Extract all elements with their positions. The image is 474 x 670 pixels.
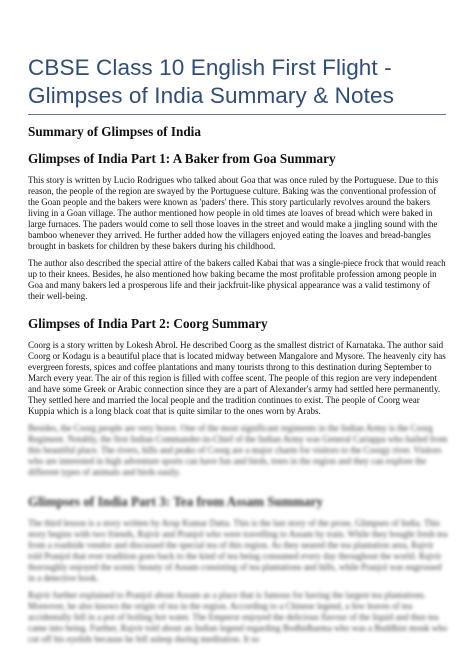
document-title: CBSE Class 10 English First Flight - Glimpses of India Summary & Notes <box>28 55 394 108</box>
part2-paragraph-2: Besides, the Coorg people are very brave. One of the most significant regiments in the Indian Army is the Coorg Regiment. Notably, the first Indian Commander-in-Chief of the Indian Army was General Cariappa who hailed from this beautiful place. The rivers, hills and peaks of Coorg are a major charm for visitors to the Coorgy river. Visitors who are interested in high adventure sports can have fun and birds, trees in the region and they can explore the different types of animals and birds easily. <box>28 423 448 477</box>
summary-heading: Summary of Glimpses of India <box>28 124 201 139</box>
blurred-preview-region <box>28 423 448 645</box>
part1-paragraph-2: The author also described the special attire of the bakers called Kabai that was a single-piece frock that would reach up to their knees. Besides, he also mentioned how baking became the most profitable profession among people in Goa and many bakers led a prosperous life and their jackfruit-like physical appearance was a valid testimony of their well-being. <box>28 258 446 301</box>
part1-paragraph-1: This story is written by Lucio Rodrigues who talked about Goa that was once ruled by the Portuguese. Due to this reason, the people of the region are swayed by the Portuguese culture. Baking was the conventional profession of the Goan people and the bakers were known as 'paders' there. This story particularly revolves around the bakers living in a Goan village. The author mentioned how people in old times ate loaves of bread which were baked in large furnaces. The paders would come to sell those loaves in the street and would make a jingling sound with the bamboo whenever they arrived. He further added how the villagers enjoyed eating the loaves and bread-bangles brought in baskets for children by these bakers during his childhood. <box>28 175 439 251</box>
part3-heading: Glimpses of India Part 3: Tea from Assam Summary <box>28 494 324 509</box>
title-underline <box>28 114 446 115</box>
part3-paragraph-1: The third lesson is a story written by Arup Kumar Datta. This is the last story of the prose, Glimpses of India. This story begins with two friends, Rajvir and Pranjol who were travelling to Assam by train. While they bought fresh tea from a roadside vendor and discussed the special tea of this region. As they neared the tea plantation area, Rajvir told Pranjol that ever tradition goes back to the kind of tea being consumed every day throughout the world. Rajvir thoroughly enjoyed the scenic beauty of Assam consisting of tea plantations and hills, while Pranjol was engrossed in a detective book. <box>28 518 448 583</box>
part2-heading: Glimpses of India Part 2: Coorg Summary <box>28 316 268 331</box>
part3-paragraph-2: Rajvir further explained to Pranjol about Assam as a place that is famous for having the largest tea plantations. Moreover, he also knows the origin of tea in the region. According to a Chinese legend, a few leaves of tea accidentally fell in a pot of boiling hot water. The Emperor enjoyed the delicious flavour of the liquid and thus tea came into being. Further, Rajvir told about an Indian legend regarding Bodhidharma who was a Buddhist monk who cut off his eyelids because he fell asleep during meditation. It so <box>28 590 448 644</box>
document-body <box>28 122 448 645</box>
part2-paragraph-1: Coorg is a story written by Lokesh Abrol. He described Coorg as the smallest district of Karnataka. The author said Coorg or Kodagu is a beautiful place that is located midway between Mangalore and Mysore. The heavenly city has evergreen forests, spices and coffee plantations and many tourists throng to this destination during September to March every year. The air of this region is filled with coffee scent. The people of this region are very independent and have some Greek or Arabic connection since they are a part of Alexander's army had settled here permanently. They settled here and married the local people and the tradition continues to exist. The people of Coorg wear Kuppia which is a long black coat that is quite similar to the ones worn by Arabs. <box>28 340 446 416</box>
part1-heading: Glimpses of India Part 1: A Baker from Goa Summary <box>28 151 336 166</box>
